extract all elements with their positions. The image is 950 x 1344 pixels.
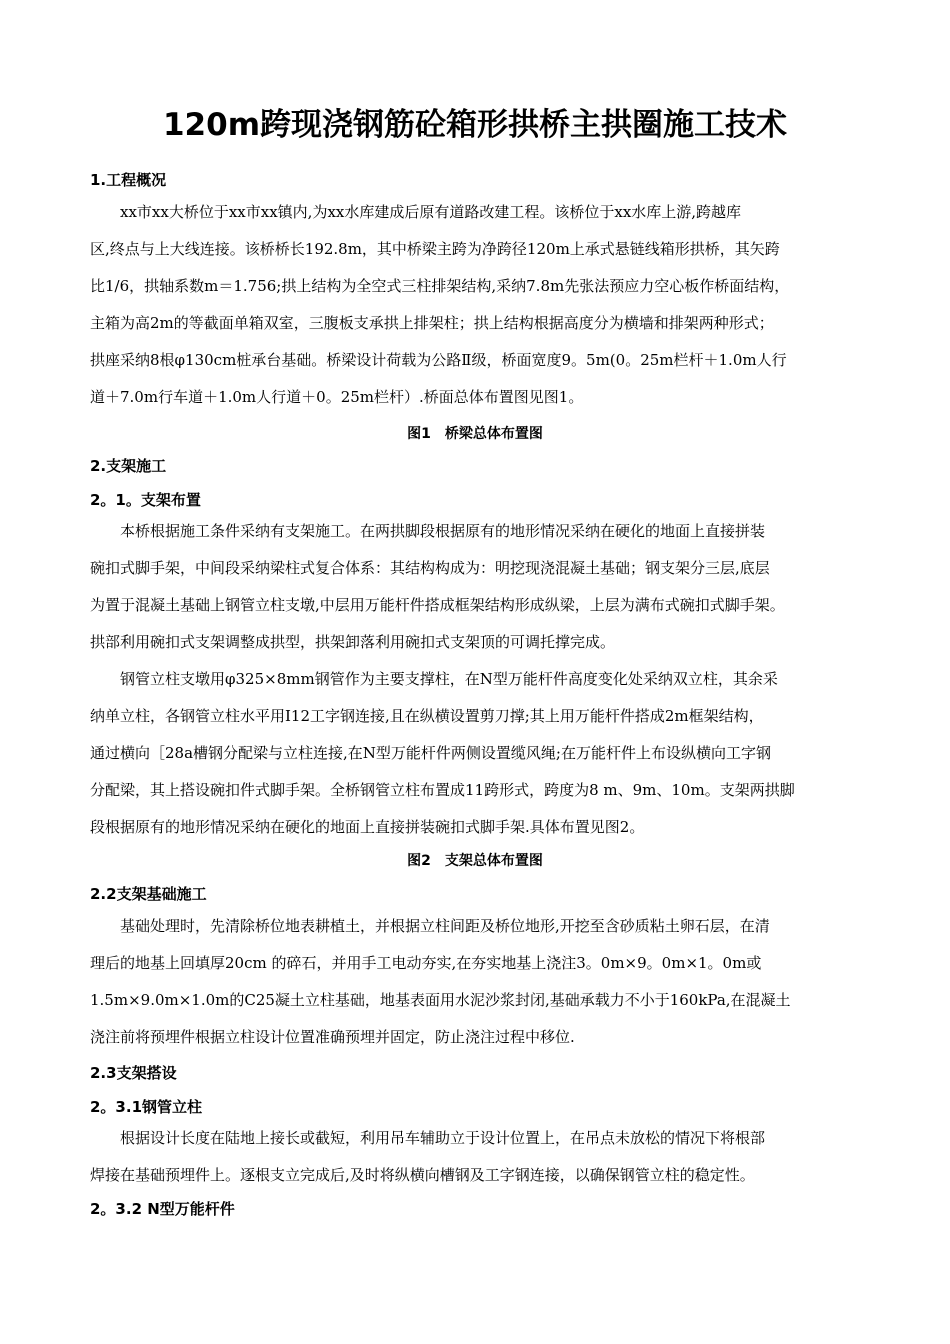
- figure-2-caption: 图2 支架总体布置图: [407, 853, 543, 869]
- subsection-heading-2-2: 2.2支架基础施工: [90, 885, 207, 903]
- paragraph-column-erection: [90, 1120, 860, 1194]
- paragraph-line: 比1/6，拱轴系数m＝1.756;拱上结构为全空式三柱排架结构,采纳7.8m先张法预应力空心板作桥面结构，: [90, 277, 790, 295]
- subsection-heading-2-3: 2.3支架搭设: [90, 1064, 177, 1082]
- subsection-heading-2-1: 2。1。支架布置: [90, 491, 201, 509]
- paragraph-line: 段根据原有的地形情况采纳在硬化的地面上直接拼装碗扣式脚手架.具体布置见图2。: [90, 818, 645, 836]
- paragraph-support-layout: [90, 513, 860, 661]
- paragraph-line: 根据设计长度在陆地上接长或截短，利用吊车辅助立于设计位置上，在吊点未放松的情况下将根部: [120, 1129, 766, 1147]
- paragraph-line: 纳单立柱，各钢管立柱水平用I12工字钢连接,且在纵横设置剪刀撑;其上用万能杆件搭成2m框架结构，: [90, 707, 764, 725]
- document-title: 120m跨现浇钢筋砼箱形拱桥主拱圈施工技术: [162, 107, 787, 143]
- paragraph-line: 主箱为高2m的等截面单箱双室，三腹板支承拱上排架柱；拱上结构根据高度分为横墙和排架两种形式；: [90, 314, 774, 332]
- paragraph-line: 焊接在基础预埋件上。逐根支立完成后,及时将纵横向槽钢及工字钢连接，以确保钢管立柱的稳定性。: [90, 1166, 755, 1184]
- paragraph-line: 通过横向［28a槽钢分配梁与立柱连接,在N型万能杆件两侧设置缆风绳;在万能杆件上布设纵横向工字钢: [90, 744, 771, 762]
- section-heading-1: 1.工程概况: [90, 171, 167, 189]
- paragraph-foundation: [90, 908, 860, 1056]
- paragraph-line: 碗扣式脚手架，中间段采纳梁柱式复合体系：其结构构成为：明挖现浇混凝土基础；钢支架分三层,底层: [90, 559, 770, 577]
- paragraph-line: 本桥根据施工条件采纳有支架施工。在两拱脚段根据原有的地形情况采纳在硬化的地面上直接拼装: [120, 522, 766, 540]
- paragraph-line: 1.5m×9.0m×1.0m的C25凝土立柱基础，地基表面用水泥沙浆封闭,基础承载力不小于160kPa,在混凝土: [90, 991, 791, 1009]
- paragraph-steel-columns: [90, 661, 860, 846]
- paragraph-line: 理后的地基上回填厚20cm 的碎石，并用手工电动夯实,在夯实地基上浇注3。0m×9。0m×1。0m或: [90, 954, 762, 972]
- paragraph-line: 钢管立柱支墩用φ325×8mm钢管作为主要支撑柱，在N型万能杆件高度变化处采纳双立柱，其余采: [120, 670, 778, 688]
- figure-1-caption: 图1 桥梁总体布置图: [407, 426, 543, 442]
- paragraph-line: 区,终点与上大线连接。该桥桥长192.8m，其中桥梁主跨为净跨径120m上承式悬链线箱形拱桥，其矢跨: [90, 240, 780, 258]
- paragraph-line: 浇注前将预埋件根据立柱设计位置准确预埋并固定，防止浇注过程中移位.: [90, 1028, 575, 1046]
- paragraph-line: 拱部利用碗扣式支架调整成拱型，拱架卸落利用碗扣式支架顶的可调托撑完成。: [90, 633, 616, 651]
- subsection-heading-2-3-1: 2。3.1钢管立柱: [90, 1098, 203, 1116]
- subsection-heading-2-3-2: 2。3.2 N型万能杆件: [90, 1200, 235, 1218]
- paragraph-line: xx市xx大桥位于xx市xx镇内,为xx水库建成后原有道路改建工程。该桥位于xx水库上游,跨越库: [120, 203, 742, 221]
- paragraph-line: 道＋7.0m行车道＋1.0m人行道＋0。25m栏杆）.桥面总体布置图见图1。: [90, 388, 584, 406]
- section-heading-2: 2.支架施工: [90, 457, 167, 475]
- paragraph-line: 分配梁，其上搭设碗扣件式脚手架。全桥钢管立柱布置成11跨形式，跨度为8 m、9m、10m。支架两拱脚: [90, 781, 795, 799]
- paragraph-line: 为置于混凝土基础上钢管立柱支墩,中层用万能杆件搭成框架结构形成纵梁，上层为满布式碗扣式脚手架。: [90, 596, 785, 614]
- paragraph-line: 基础处理时，先清除桥位地表耕植土，并根据立柱间距及桥位地形,开挖至含砂质粘土卵石层，在清: [120, 917, 770, 935]
- paragraph-line: 拱座采纳8根φ130cm桩承台基础。桥梁设计荷载为公路Ⅱ级，桥面宽度9。5m(0。25m栏杆＋1.0m人行: [90, 351, 787, 369]
- paragraph-project-overview: [90, 194, 860, 416]
